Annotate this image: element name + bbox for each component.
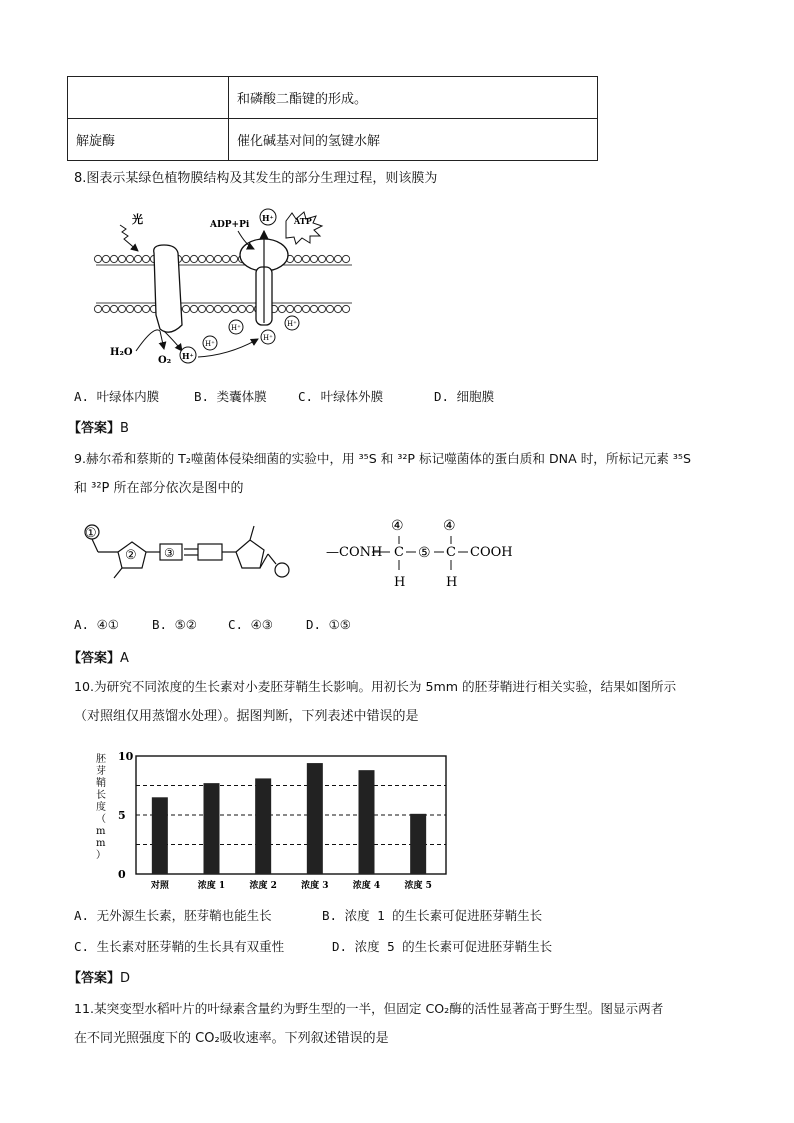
q9-stem-line1: 9.赫尔希和蔡斯的 T₂噬菌体侵染细菌的实验中，用 ³⁵S 和 ³²P 标记噬菌体的蛋白质和 DNA 时，所标记元素 ³⁵S xyxy=(74,451,691,466)
bar xyxy=(204,783,220,874)
q10-answer xyxy=(68,967,130,986)
h-ion-label: H⁺ xyxy=(263,334,273,342)
lipid-head xyxy=(126,255,133,262)
option-d[interactable]: D. 浓度 5 的生长素可促进胚芽鞘生长 xyxy=(332,939,553,954)
q8-options xyxy=(74,387,494,405)
answer-value: A xyxy=(120,651,129,666)
option-b[interactable]: B. 浓度 1 的生长素可促进胚芽鞘生长 xyxy=(322,908,543,923)
answer-value: D xyxy=(120,971,131,986)
answer-label: 【答案】 xyxy=(68,971,121,986)
lipid-head xyxy=(294,305,301,312)
lipid-head xyxy=(334,255,341,262)
table-cell-name xyxy=(68,77,229,119)
bar xyxy=(152,797,168,874)
lipid-head xyxy=(310,305,317,312)
bar xyxy=(359,770,375,874)
lipid-head xyxy=(326,255,333,262)
lipid-head xyxy=(238,305,245,312)
option-c[interactable]: C. 生长素对胚芽鞘的生长具有双重性 xyxy=(74,939,285,954)
lipid-head xyxy=(206,305,213,312)
x-tick-label: 浓度 3 xyxy=(301,881,329,891)
table-cell-name: 解旋酶 xyxy=(68,119,229,161)
q10-options-row1 xyxy=(74,906,542,924)
o2-label: O₂ xyxy=(158,355,172,365)
q11-stem-line1: 11.某突变型水稻叶片的叶绿素含量约为野生型的一半，但固定 CO₂酶的活性显著高于野生型。图显示两者 xyxy=(74,1001,664,1016)
lipid-head xyxy=(342,255,349,262)
lipid-head xyxy=(118,305,125,312)
lipid-head xyxy=(142,255,149,262)
carbon-2: C xyxy=(446,545,456,560)
light-arrow-icon xyxy=(120,225,138,251)
q11-stem-line2: 在不同光照强度下的 CO₂吸收速率。下列叙述错误的是 xyxy=(74,1031,389,1046)
option-a[interactable]: A. 叶绿体内膜 xyxy=(74,389,160,404)
x-tick-label: 浓度 4 xyxy=(352,881,381,891)
q8-stem: 8.图表示某绿色植物膜结构及其发生的部分生理过程，则该膜为 xyxy=(74,171,438,186)
lipid-head xyxy=(102,255,109,262)
lipid-head xyxy=(110,255,117,262)
light-label: 光 xyxy=(132,213,143,226)
y-tick-label: 5 xyxy=(118,809,126,822)
q10-options-row2 xyxy=(74,937,552,955)
answer-value: B xyxy=(120,421,129,436)
lipid-head xyxy=(110,305,117,312)
nucleotide-structure xyxy=(85,525,289,578)
hydrogen-1: H xyxy=(394,575,406,590)
membrane-figure xyxy=(90,205,360,365)
q10-stem-line2: （对照组仅用蒸馏水处理）。据图判断，下列表述中错误的是 xyxy=(74,709,419,724)
adp-label: ADP+Pi xyxy=(210,220,250,230)
answer-label: 【答案】 xyxy=(68,421,121,436)
lipid-head xyxy=(222,305,229,312)
option-d[interactable]: D. 细胞膜 xyxy=(434,389,495,404)
lipid-head xyxy=(326,305,333,312)
x-tick-label: 浓度 1 xyxy=(197,881,226,891)
lipid-head xyxy=(134,255,141,262)
table-row xyxy=(68,77,598,119)
hydrogen-2: H xyxy=(446,575,458,590)
label-2: ② xyxy=(125,548,137,563)
lipid-head xyxy=(318,305,325,312)
lipid-head xyxy=(230,305,237,312)
option-a[interactable]: A. ④① xyxy=(74,617,119,632)
molecule-figure xyxy=(80,512,520,592)
label-3: ③ xyxy=(164,546,175,560)
q10-stem-line1: 10.为研究不同浓度的生长素对小麦胚芽鞘生长影响。用初长为 5mm 的胚芽鞘进行相关实验，结果如图所示 xyxy=(74,679,677,694)
lipid-head xyxy=(222,255,229,262)
auxin-bar-chart xyxy=(84,746,454,896)
q9-stem-line2: 和 ³²P 所在部分依次是图中的 xyxy=(74,481,244,496)
option-c[interactable]: C. 叶绿体外膜 xyxy=(298,389,384,404)
lipid-head xyxy=(318,255,325,262)
lipid-bilayer xyxy=(94,255,352,312)
q9-options xyxy=(74,617,351,632)
bar xyxy=(410,814,426,874)
label-5: ⑤ xyxy=(418,545,431,561)
x-tick-label: 浓度 2 xyxy=(249,881,277,891)
lipid-head xyxy=(278,305,285,312)
lipid-head xyxy=(310,255,317,262)
option-b[interactable]: B. 类囊体膜 xyxy=(194,389,267,404)
lipid-head xyxy=(230,255,237,262)
o2-arrow xyxy=(160,331,164,349)
photosystem-protein xyxy=(154,245,182,332)
answer-label: 【答案】 xyxy=(68,651,121,666)
label-4a: ④ xyxy=(391,518,404,534)
option-c[interactable]: C. ④③ xyxy=(228,617,273,632)
h2o-label: H₂O xyxy=(110,347,133,358)
lipid-head xyxy=(334,305,341,312)
lipid-head xyxy=(134,305,141,312)
h-ion-label: H⁺ xyxy=(287,320,297,328)
lipid-head xyxy=(342,305,349,312)
q8-answer xyxy=(68,417,129,436)
h-ion-label: H⁺ xyxy=(231,324,241,332)
label-4b: ④ xyxy=(443,518,456,534)
lipid-head xyxy=(214,255,221,262)
lipid-head xyxy=(198,255,205,262)
carbon-1: C xyxy=(394,545,404,560)
x-tick-label: 浓度 5 xyxy=(404,881,432,891)
lipid-head xyxy=(94,255,101,262)
table-cell-desc: 和磷酸二酯键的形成。 xyxy=(229,77,598,119)
q9-answer xyxy=(68,647,129,666)
lipid-head xyxy=(118,255,125,262)
x-tick-label: 对照 xyxy=(150,881,169,891)
water-split-arrow xyxy=(136,330,160,351)
h-ion-label: H⁺ xyxy=(182,351,194,361)
lipid-head xyxy=(286,305,293,312)
lipid-head xyxy=(190,305,197,312)
option-b[interactable]: B. ⑤② xyxy=(152,617,197,632)
lipid-head xyxy=(94,305,101,312)
h-ion-label: H⁺ xyxy=(205,340,215,348)
lipid-head xyxy=(294,255,301,262)
conh-group: —CONH xyxy=(326,545,383,560)
table-cell-desc: 催化碱基对间的氢键水解 xyxy=(229,119,598,161)
y-tick-label: 0 xyxy=(118,868,126,881)
chart-ylabel: 胚芽鞘长度（ m m ） xyxy=(96,754,106,861)
atp-label: ATP xyxy=(294,216,312,226)
option-d[interactable]: D. ①⑤ xyxy=(306,617,351,632)
y-tick-label: 10 xyxy=(118,750,134,763)
option-a[interactable]: A. 无外源生长素，胚芽鞘也能生长 xyxy=(74,908,272,923)
lipid-head xyxy=(302,255,309,262)
lipid-head xyxy=(126,305,133,312)
enzyme-table xyxy=(67,76,598,161)
lipid-head xyxy=(206,255,213,262)
cooh-group: COOH xyxy=(470,545,513,560)
lipid-head xyxy=(142,305,149,312)
lipid-head xyxy=(302,305,309,312)
lipid-head xyxy=(198,305,205,312)
lipid-head xyxy=(102,305,109,312)
label-1: ① xyxy=(85,526,97,541)
h-arrow xyxy=(164,331,182,351)
table-row xyxy=(68,119,598,161)
lipid-head xyxy=(182,305,189,312)
lipid-head xyxy=(214,305,221,312)
h-ion-label: H⁺ xyxy=(262,213,274,223)
lipid-head xyxy=(246,305,253,312)
bar xyxy=(307,763,323,874)
bar xyxy=(255,778,271,874)
lipid-head xyxy=(182,255,189,262)
lipid-head xyxy=(190,255,197,262)
